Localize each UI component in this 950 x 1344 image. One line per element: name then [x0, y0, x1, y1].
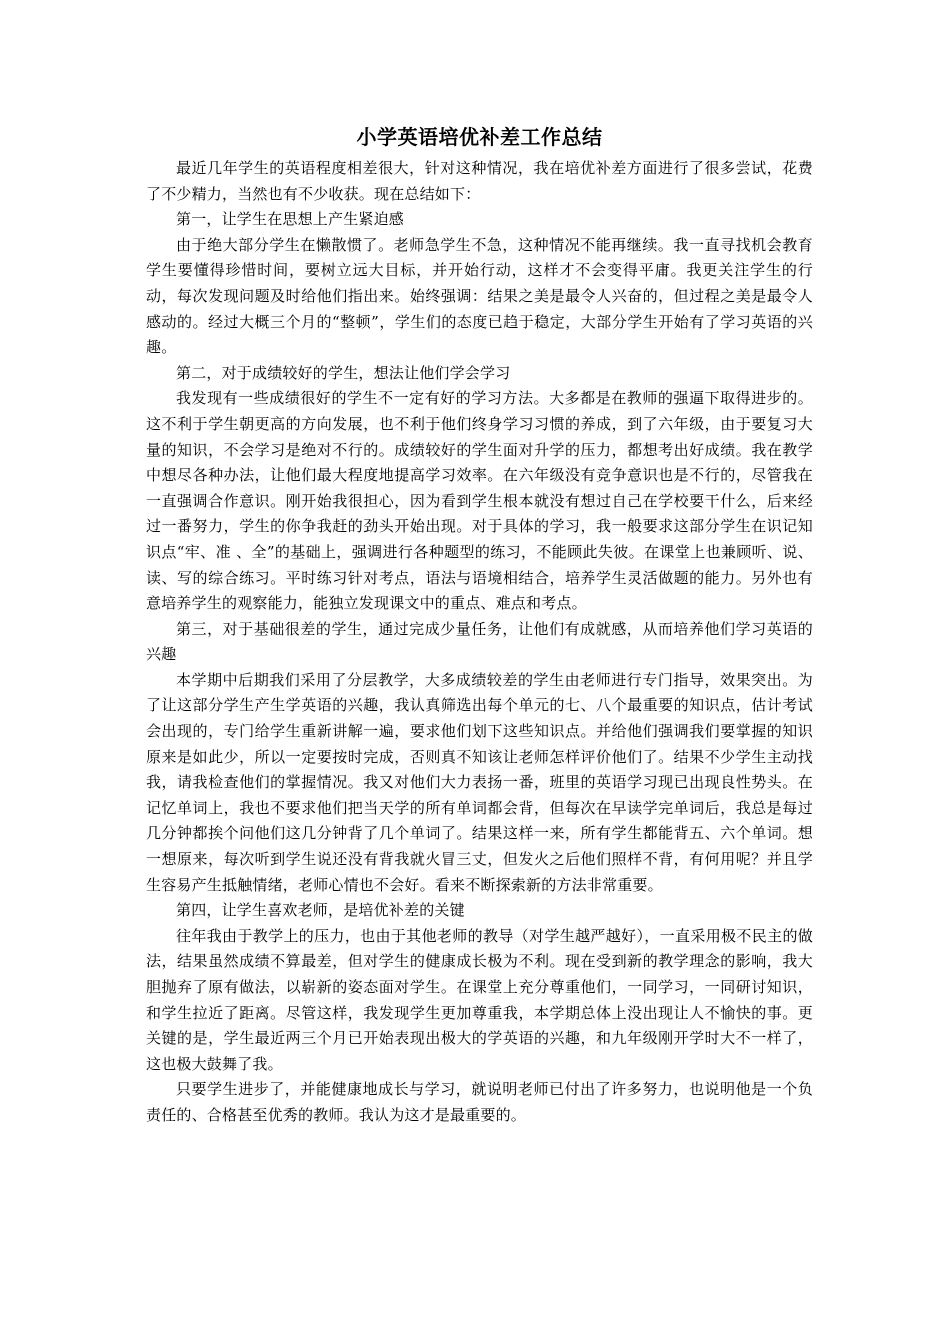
- section-body-2: 我发现有一些成绩很好的学生不一定有好的学习方法。大多都是在教师的强逼下取得进步的。这不利于学生朝更高的方向发展，也不利于他们终身学习习惯的养成，到了六年级，由于要复习大量的知识，不会学习是绝对不行的。成绩较好的学生面对升学的压力，都想考出好成绩。我在教学中想尽各种办法，让他们最大程度地提高学习效率。在六年级没有竞争意识也是不行的，尽管我在一直强调合作意识。刚开始我很担心，因为看到学生根本就没有想过自己在学校要干什么，后来经过一番努力，学生的你争我赶的劲头开始出现。对于具体的学习，我一般要求这部分学生在识记知识点“牢、准 、全”的基础上，强调进行各种题型的练习，不能顾此失彼。在课堂上也兼顾听、说、读、写的综合练习。平时练习针对考点，语法与语境相结合，培养学生灵活做题的能力。另外也有意培养学生的观察能力，能独立发现课文中的重点、难点和考点。: [146, 389, 813, 613]
- conclusion-paragraph: 只要学生进步了，并能健康地成长与学习，就说明老师已付出了许多努力，也说明他是一个负责任的、合格甚至优秀的教师。我认为这才是最重要的。: [146, 1080, 813, 1124]
- section-body-4: 往年我由于教学上的压力，也由于其他老师的教导（对学生越严越好），一直采用极不民主的做法，结果虽然成绩不算最差，但对学生的健康成长极为不利。现在受到新的教学理念的影响，我大胆抛弃了原有做法，以崭新的姿态面对学生。在课堂上充分尊重他们，一同学习，一同研讨知识，和学生拉近了距离。尽管这样，我发现学生更加尊重我，本学期总体上没出现让人不愉快的事。更关键的是，学生最近两三个月已开始表现出极大的学英语的兴趣，和九年级刚开学时大不一样了，这也极大鼓舞了我。: [146, 926, 813, 1073]
- intro-paragraph: 最近几年学生的英语程度相差很大，针对这种情况，我在培优补差方面进行了很多尝试，花费了不少精力，当然也有不少收获。现在总结如下：: [146, 159, 813, 203]
- section-heading-3: 第三，对于基础很差的学生，通过完成少量任务，让他们有成就感，从而培养他们学习英语的兴趣: [146, 619, 813, 664]
- document-title: 小学英语培优补差工作总结: [356, 125, 603, 149]
- section-heading-2: 第二，对于成绩较好的学生，想法让他们学会学习: [176, 363, 511, 382]
- section-heading-1: 第一，让学生在思想上产生紧迫感: [176, 210, 405, 229]
- section-body-1: 由于绝大部分学生在懒散惯了。老师急学生不急，这种情况不能再继续。我一直寻找机会教育学生要懂得珍惜时间，要树立远大目标，并开始行动，这样才不会变得平庸。我更关注学生的行动，每次发现问题及时给他们指出来。始终强调：结果之美是最令人兴奋的，但过程之美是最令人感动的。经过大概三个月的“整顿”，学生们的态度已趋于稳定，大部分学生开始有了学习英语的兴趣。: [146, 235, 813, 357]
- document-page: [146, 120, 813, 1129]
- section-body-3: 本学期中后期我们采用了分层教学，大多成绩较差的学生由老师进行专门指导，效果突出。为了让这部分学生产生学英语的兴趣，我认真筛选出每个单元的七、八个最重要的知识点，估计考试会出现的，专门给学生重新讲解一遍，要求他们划下这些知识点。并给他们强调我们要掌握的知识原来是如此少，所以一定要按时完成，否则真不知该让老师怎样评价他们了。结果不少学生主动找我，请我检查他们的掌握情况。我又对他们大力表扬一番，班里的英语学习现已出现良性势头。在记忆单词上，我也不要求他们把当天学的所有单词都会背，但每次在早读学完单词后，我总是每过几分钟都挨个问他们这几分钟背了几个单词了。结果这样一来，所有学生都能背五、六个单词。想一想原来，每次听到学生说还没有背我就火冒三丈，但发火之后他们照样不背，有何用呢？并且学生容易产生抵触情绪，老师心情也不会好。看来不断探索新的方法非常重要。: [146, 670, 813, 894]
- section-heading-4: 第四，让学生喜欢老师，是培优补差的关键: [176, 901, 465, 920]
